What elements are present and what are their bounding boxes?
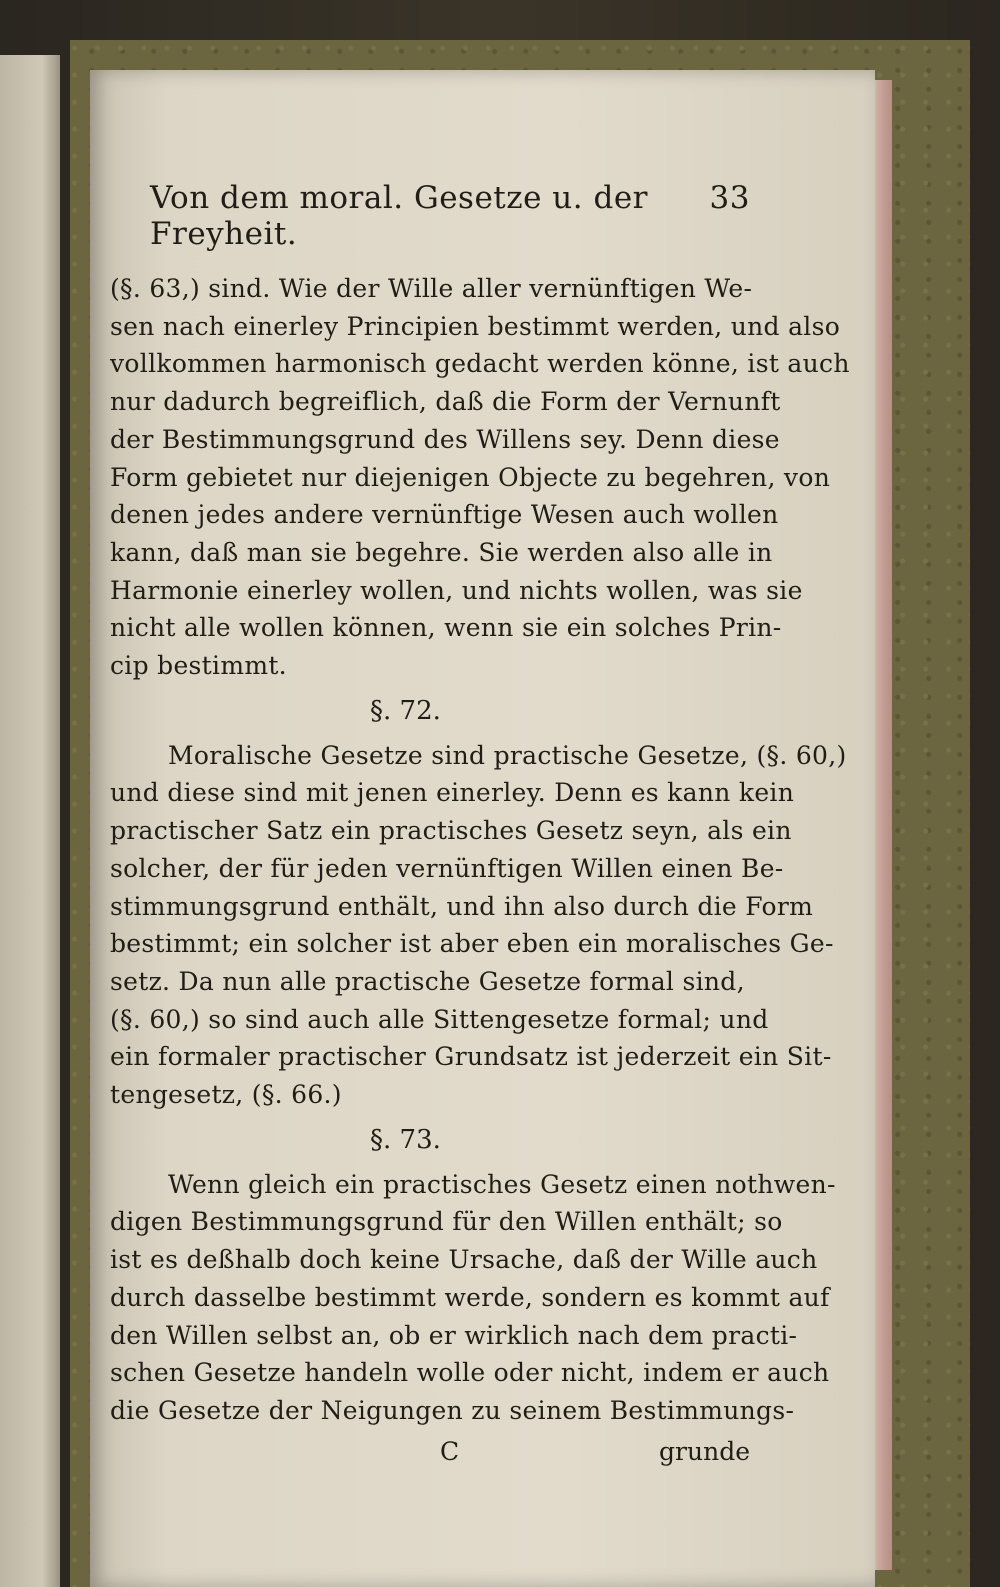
running-title: Von dem moral. Gesetze u. der Freyheit.: [150, 180, 648, 252]
text-line: (§. 60,) so sind auch alle Sittengesetze formal; und: [110, 1004, 769, 1034]
text-line: setz. Da nun alle practische Gesetze formal sind,: [110, 966, 745, 996]
text-line: ein formaler practischer Grundsatz ist jederzeit ein Sit-: [110, 1042, 832, 1072]
text-line: durch dasselbe bestimmt werde, sondern es kommt auf: [110, 1282, 830, 1312]
paragraph-2: [110, 737, 847, 1114]
text-line: Wenn gleich ein practisches Gesetz einen nothwen-: [168, 1169, 836, 1199]
text-line: (§. 63,) sind. Wie der Wille aller vernünftigen We-: [110, 274, 753, 303]
previous-page-edge: [0, 55, 60, 1587]
text-line: und diese sind mit jenen einerley. Denn es kann kein: [110, 778, 795, 808]
text-line: der Bestimmungsgrund des Willens sey. Denn diese: [110, 424, 780, 454]
signature-mark: C: [440, 1436, 460, 1466]
text-line: die Gesetze der Neigungen zu seinem Bestimmungs-: [110, 1395, 795, 1425]
text-line: denen jedes andere vernünftige Wesen auch wollen: [110, 500, 779, 530]
page-text: [110, 180, 850, 1472]
text-line: kann, daß man sie begehre. Sie werden also alle in: [110, 537, 773, 567]
text-line: den Willen selbst an, ob er wirklich nach dem practi-: [110, 1320, 798, 1350]
text-line: sen nach einerley Principien bestimmt werden, und also: [110, 311, 841, 341]
catchword: grunde: [659, 1436, 750, 1466]
text-line: Harmonie einerley wollen, und nichts wollen, was sie: [110, 575, 803, 605]
text-line: nicht alle wollen können, wenn sie ein solches Prin-: [110, 613, 782, 643]
text-line: bestimmt; ein solcher ist aber eben ein moralisches Ge-: [110, 929, 834, 959]
paragraph-3: [110, 1166, 836, 1430]
text-line: Moralische Gesetze sind practische Gesetze, (§. 60,): [168, 740, 847, 770]
text-line: Form gebietet nur diejenigen Objecte zu begehren, von: [110, 462, 831, 492]
text-line: solcher, der für jeden vernünftigen Willen einen Be-: [110, 853, 784, 883]
text-line: nur dadurch begreiflich, daß die Form der Vernunft: [110, 387, 781, 417]
text-line: vollkommen harmonisch gedacht werden könne, ist auch: [110, 349, 850, 379]
text-line: ist es deßhalb doch keine Ursache, daß der Wille auch: [110, 1245, 818, 1275]
page-footer: [110, 1432, 750, 1472]
text-line: tengesetz, (§. 66.): [110, 1080, 342, 1110]
text-line: stimmungsgrund enthält, und ihn also durch die Form: [110, 891, 814, 921]
paragraph-1: [110, 270, 850, 685]
text-line: digen Bestimmungsgrund für den Willen enthält; so: [110, 1207, 783, 1237]
text-line: practischer Satz ein practisches Gesetz seyn, als ein: [110, 816, 792, 846]
section-heading-72: §. 72.: [370, 695, 441, 726]
section-heading-73: §. 73.: [370, 1124, 441, 1155]
page-number: 33: [709, 180, 750, 216]
running-header: [150, 180, 750, 252]
text-line: schen Gesetze handeln wolle oder nicht, indem er auch: [110, 1358, 830, 1388]
text-line: cip bestimmt.: [110, 651, 287, 681]
